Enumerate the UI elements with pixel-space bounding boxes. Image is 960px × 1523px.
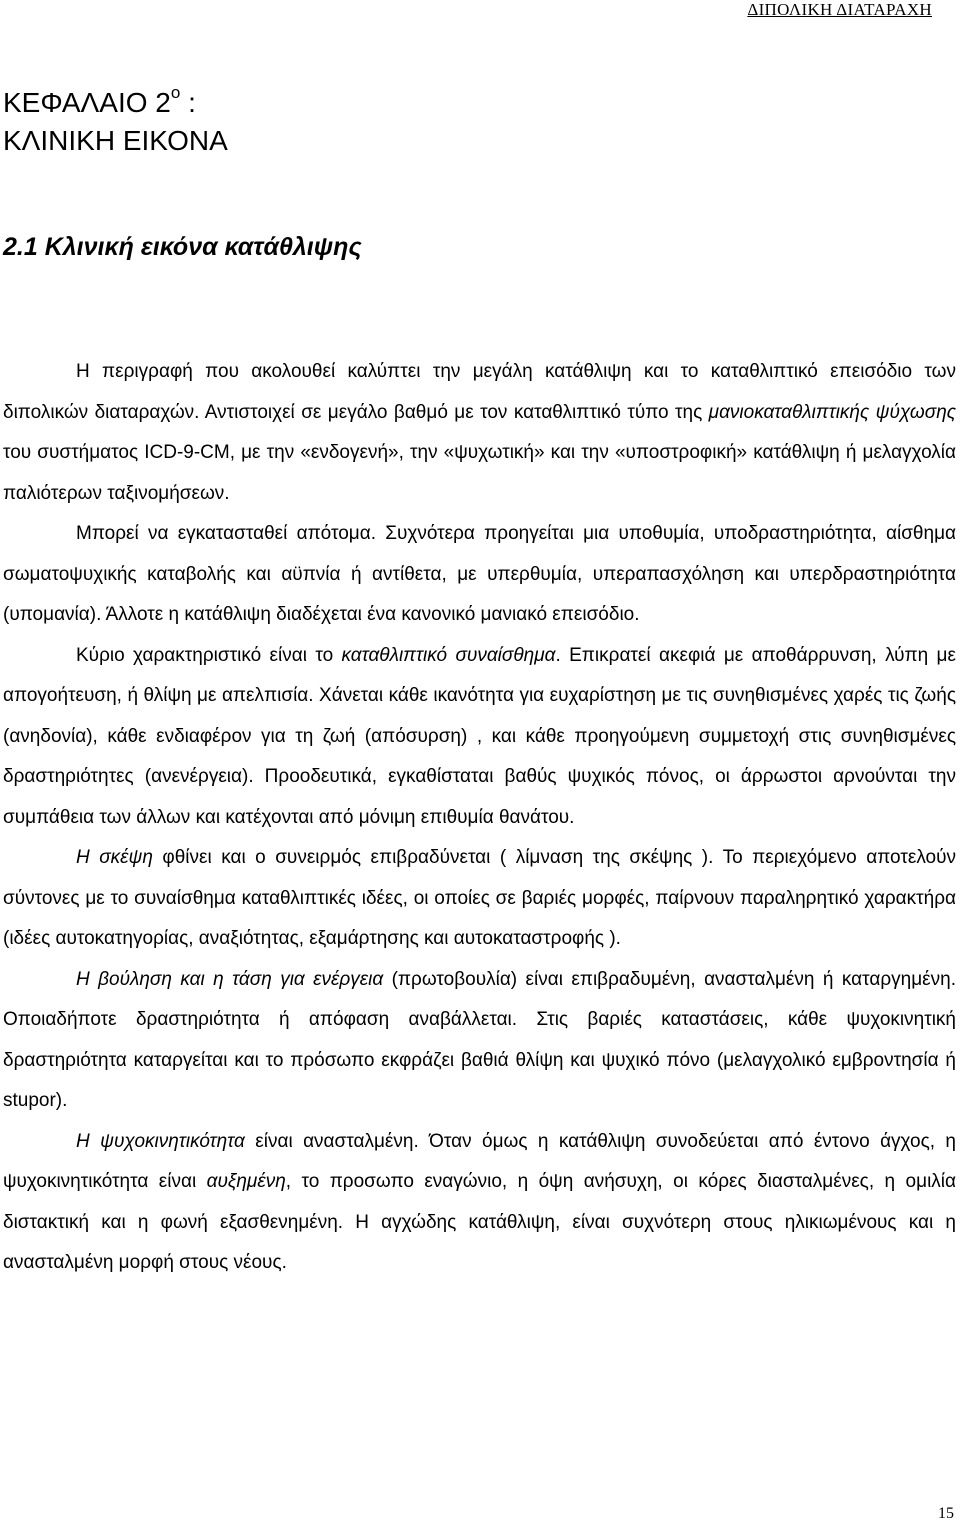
paragraph-5-text-b: (πρωτοβουλία) είναι επιβραδυμένη, ανασταλμένη ή καταργημένη. Οποιαδήποτε δραστηριότητα ή απόφαση αναβάλλεται. Στις βαριές καταστάσεις, κάθε ψυχοκινητική δραστηριότητα καταργείται και το πρόσωπο εκφράζει βαθιά θλίψη και ψυχικό πόνο (μελαγχολικό εμβροντησία ή stupor). — [3, 968, 957, 1111]
paragraph-6-text-b: είναι ανασταλμένη. Όταν όμως η κατάθλιψη συνοδεύεται από έντονο άγχος, η ψυχοκινητικότητα είναι — [3, 1130, 956, 1192]
paragraph-1 — [3, 352, 956, 514]
chapter-title-subtitle: ΚΛΙΝΙΚΗ ΕΙΚΟΝΑ — [3, 125, 228, 156]
paragraph-3-emphasis: καταθλιπτικό συναίσθημα — [341, 644, 556, 666]
paragraph-1-text-c: του συστήματος ICD-9-CM, με την «ενδογενή», την «ψυχωτική» και την «υποστροφική» κατάθλιψη ή μελαγχολία παλιότερων ταξινομήσεων. — [3, 442, 956, 504]
chapter-title-number: ΚΕΦΑΛΑΙΟ 2 — [3, 87, 171, 118]
paragraph-6-emphasis-a: Η ψυχοκινητικότητα — [76, 1130, 245, 1152]
page-number: 15 — [938, 1505, 954, 1522]
paragraph-3-text-c: . Επικρατεί ακεφιά με αποθάρρυνση, λύπη με απογοήτευση, ή θλίψη με απελπισία. Χάνεται κάθε ικανότητα για ευχαρίστηση με τις συνηθισμένες χαρές τις ζωής (ανηδονία), κάθε ενδιαφέρον για τη ζωή (απόσυρση) , και κάθε προηγούμενη συμμετοχή στις συνηθισμένες δραστηριότητες (ανενέργεια). Προοδευτικά, εγκαθίσταται βαθύς ψυχικός πόνος, οι άρρωστοι αρνούνται την συμπάθεια των άλλων και κατέχονται από μόνιμη επιθυμία θανάτου. — [3, 644, 956, 828]
chapter-title-ordinal: ο — [170, 83, 181, 102]
section-title: 2.1 Κλινική εικόνα κατάθλιψης — [3, 233, 362, 261]
body-text — [3, 352, 956, 1284]
paragraph-3 — [3, 636, 956, 839]
running-header: ΔΙΠΟΛΙΚΗ ΔΙΑΤΑΡΑΧΗ — [747, 0, 932, 19]
chapter-title — [3, 84, 228, 160]
paragraph-4 — [3, 838, 956, 960]
chapter-title-colon: : — [180, 87, 196, 118]
paragraph-2-text: Μπορεί να εγκατασταθεί απότομα. Συχνότερα προηγείται μια υποθυμία, υποδραστηριότητα, αίσθημα σωματοψυχικής καταβολής και αϋπνία ή αντίθετα, με υπερθυμία, υπεραπασχόληση και υπερδραστηριότητα (υπομανία). Άλλοτε η κατάθλιψη διαδέχεται ένα κανονικό μανιακό επεισόδιο. — [3, 523, 956, 625]
paragraph-5 — [3, 960, 956, 1122]
paragraph-6-text-d: , το προσωπο εναγώνιο, η όψη ανήσυχη, οι κόρες διασταλμένες, η ομιλία διστακτική και η φωνή εξασθενημένη. Η αγχώδης κατάθλιψη, είναι συχνότερη στους ηλικιωμένους και η ανασταλμένη μορφή στους νέους. — [3, 1171, 956, 1273]
paragraph-1-text-a: Η περιγραφή που ακολουθεί καλύπτει την μεγάλη κατάθλιψη και το καταθλιπτικό επεισόδιο των διπολικών διαταραχών. Αντιστοιχεί σε μεγάλο βαθμό με τον καταθλιπτικό τύπο της — [3, 361, 956, 423]
paragraph-4-text-b: φθίνει και ο συνειρμός επιβραδύνεται ( λίμναση της σκέψης ). Το περιεχόμενο αποτελούν σύντονες με το συναίσθημα καταθλιπτικές ιδέες, οι οποίες σε βαριές μορφές, παίρνουν παραληρητικό χαρακτήρα (ιδέες αυτοκατηγορίας, αναξιότητας, εξαμάρτησης και αυτοκαταστροφής ). — [3, 847, 956, 949]
paragraph-1-emphasis: μανιοκαταθλιπτικής ψύχωσης — [708, 401, 956, 423]
paragraph-5-emphasis: Η βούληση και η τάση για ενέργεια — [76, 968, 384, 990]
paragraph-4-emphasis: Η σκέψη — [76, 847, 153, 868]
paragraph-2 — [3, 514, 956, 636]
paragraph-6 — [3, 1122, 956, 1284]
paragraph-3-text-a: Κύριο χαρακτηριστικό είναι το — [76, 644, 342, 666]
paragraph-6-emphasis-c: αυξημένη — [206, 1171, 286, 1192]
